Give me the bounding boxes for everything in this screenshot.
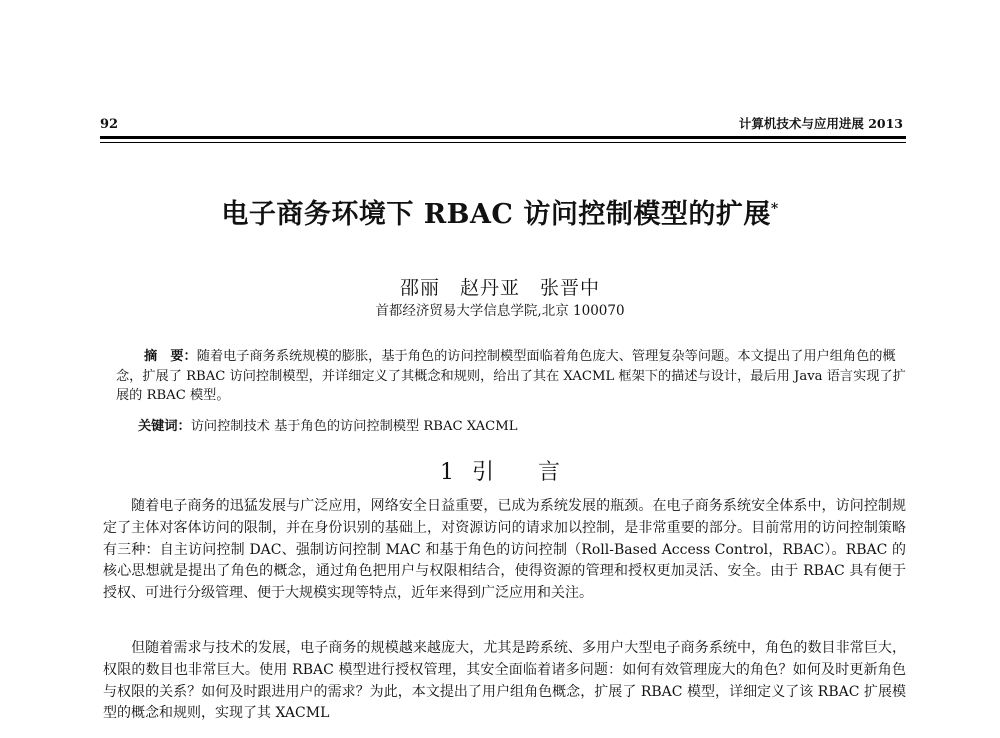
authors: 邵丽 赵丹亚 张晋中 [399,277,600,299]
paragraph-1 [103,496,906,605]
keywords [138,415,518,434]
abstract-text: 随着电子商务系统规模的膨胀，基于角色的访问控制模型面临着角色庞大、管理复杂等问题。本文提出了用户组角色的概念，扩展了 RBAC 访问控制模型，并详细定义了其概念和规则，给出了其在 XACML 框架下的描述与设计，最后用 Java 语言实现了扩展的 RBAC 模型。 [116,349,906,403]
affiliation: 首都经济贸易大学信息学院,北京 100070 [375,303,625,319]
keywords-label: 关键词： [138,419,191,434]
title-footnote-mark: * [770,201,779,217]
section-heading [0,455,1000,486]
abstract-label: 摘 要： [144,349,197,364]
paper-title [0,192,1000,231]
page-number: 92 [100,117,119,132]
paragraph-2 [103,638,906,725]
header-rule-thin [100,142,906,143]
header-rule-thick [100,136,906,139]
paragraph-2-text: 但随着需求与技术的发展，电子商务的规模越来越庞大，尤其是跨系统、多用户大型电子商务系统中，角色的数目非常巨大，权限的数目也非常巨大。使用 RBAC 模型进行授权管理，其安全面临着诸多问题：如何有效管理庞大的角色？如何及时更新角色与权限的关系？如何及时跟进用户的需求？为此，本文提出了用户组角色概念，扩展了 RBAC 模型，详细定义了该 RBAC 扩展模型的概念和规则，实现了其 XACML [103,640,906,722]
section-number: 1 [439,460,454,485]
journal-header: 计算机技术与应用进展 2013 [738,116,903,131]
keywords-text: 访问控制技术 基于角色的访问控制模型 RBAC XACML [190,419,518,434]
paper-title-text: 电子商务环境下 RBAC 访问控制模型的扩展 [221,199,771,230]
section-title: 引 言 [471,460,560,485]
paragraph-1-text: 随着电子商务的迅猛发展与广泛应用，网络安全日益重要，已成为系统发展的瓶颈。在电子商务系统安全体系中，访问控制规定了主体对客体访问的限制，并在身份识别的基础上，对资源访问的请求加以控制，是非常重要的部分。目前常用的访问控制策略有三种：自主访问控制 DAC、强制访问控制 MAC 和基于角色的访问控制（Roll-Based Access Control，RBAC）。RBAC 的核心思想就是提出了角色的概念，通过角色把用户与权限相结合，使得资源的管理和授权更加灵活、安全。由于 RBAC 具有便于授权、可进行分级管理、便于大规模实现等特点，近年来得到广泛应用和关注。 [103,498,906,602]
abstract [116,347,906,406]
